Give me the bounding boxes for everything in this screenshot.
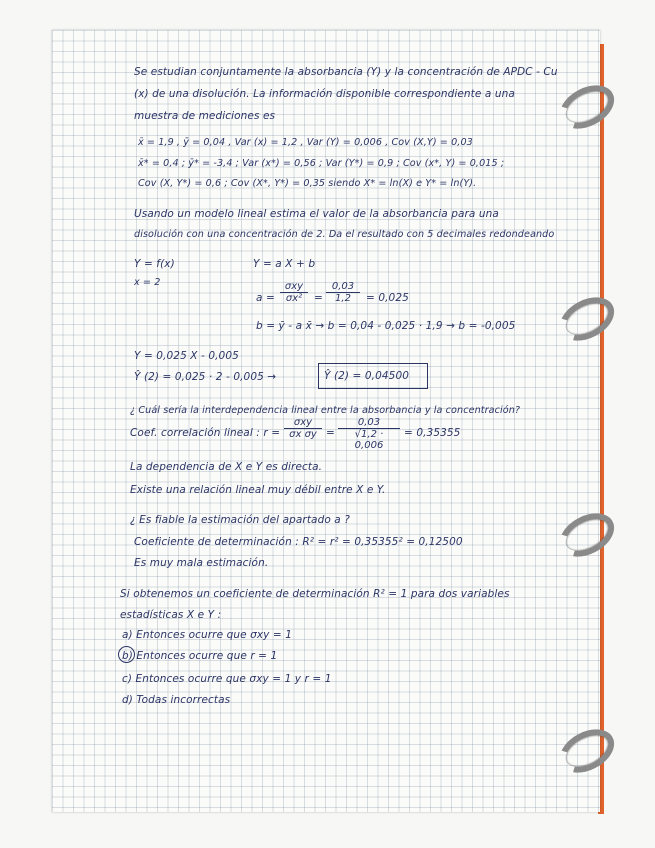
stats-line-3: Cov (X, Y*) = 0,6 ; Cov (X*, Y*) = 0,35 siendo X* = ln(X) e Y* = ln(Y). [138,178,477,189]
r-fraction-numeric: $\frac{0,03}{√1,2 \cdot 0,006}$ [338,417,400,451]
intro-line-1: Se estudian conjuntamente la absorbancia (Y) y la concentración de APDC - Cu [134,66,558,78]
question-1-line-2: disolución con una concentración de 2. Da el resultado con 5 decimales redondeando [134,229,555,240]
a-equals: = [314,292,323,304]
option-c: c) Entonces ocurre que σxy = 1 y r = 1 [122,673,332,685]
r-equals: = [326,427,335,439]
question-1-line-1: Usando un modelo lineal estima el valor de la absorbancia para una [134,208,499,220]
determination-computation: Coeficiente de determinación : R² = r² = 0,35355² = 0,12500 [134,536,463,548]
a-result: = 0,025 [366,292,409,304]
x-value: x = 2 [134,277,161,288]
r-result: = 0,35355 [404,427,461,439]
intro-line-3: muestra de mediciones es [134,110,276,122]
question-4-line-2: estadísticas X e Y : [120,609,222,621]
option-b: b) Entonces ocurre que r = 1 [122,650,278,662]
question-2: ¿ Cuál sería la interdependencia lineal entre la absorbancia y la concentración? [130,405,521,416]
regression-equation: Y = 0,025 X - 0,005 [134,350,239,362]
a-fraction-symbolic: σxy σx² [280,281,308,304]
stats-line-2: x̄* = 0,4 ; ȳ* = -3,4 ; Var (x*) = 0,56 ; Var (Y*) = 0,9 ; Cov (x*, Y) = 0,015 ; [138,158,505,169]
a-label: a = [256,292,275,304]
estimation-conclusion: Es muy mala estimación. [134,557,269,569]
boxed-answer: Ŷ (2) = 0,04500 [324,370,410,382]
stats-line-1: x̄ = 1,9 , ȳ = 0,04 , Var (x) = 1,2 , Var (Y) = 0,006 , Cov (X,Y) = 0,03 [138,137,473,148]
linear-model: Y = a X + b [253,258,316,270]
question-4-line-1: Si obtenemos un coeficiente de determinación R² = 1 para dos variables [120,588,510,600]
option-d: d) Todas incorrectas [122,694,231,706]
b-computation: b = ȳ - a x̄ → b = 0,04 - 0,025 · 1,9 → b = -0,005 [256,320,516,332]
correlation-label: Coef. correlación lineal : r = [130,427,281,439]
prediction-computation: Ŷ (2) = 0,025 · 2 - 0,005 → [134,371,277,383]
a-fraction-numeric: $\frac{0,03}{1,2}$ [326,281,360,304]
dependence-statement: La dependencia de X e Y es directa. [130,461,323,473]
question-3: ¿ Es fiable la estimación del apartado a ? [130,514,350,526]
relation-statement: Existe una relación lineal muy débil entre X e Y. [130,484,386,496]
option-a: a) Entonces ocurre que σxy = 1 [122,629,293,641]
function-statement: Y = f(x) [134,258,175,270]
r-fraction-symbolic: σxy σx σy [284,417,322,440]
intro-line-2: (x) de una disolución. La información disponible correspondiente a una [134,88,515,100]
